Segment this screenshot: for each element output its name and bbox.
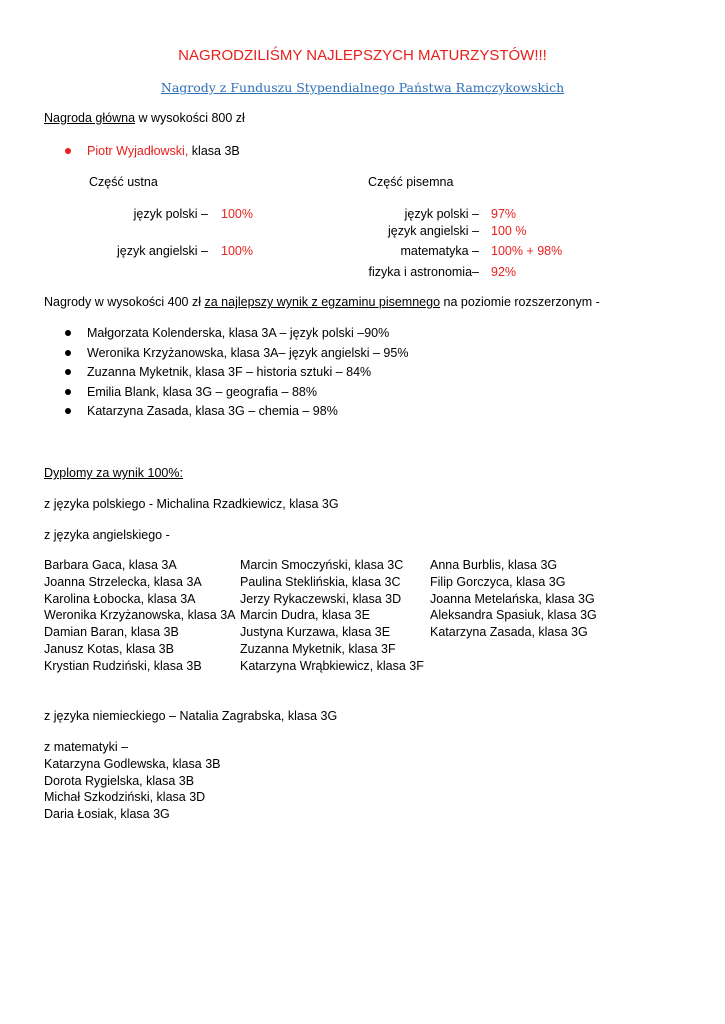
list-item: Zuzanna Myketnik, klasa 3F (240, 641, 396, 656)
prizes-400-intro (44, 294, 600, 310)
list-item: Anna Burblis, klasa 3G (430, 558, 558, 572)
list-item (65, 325, 389, 341)
list-item: Dorota Rygielska, klasa 3B (44, 773, 195, 788)
written-score: 100% + 98% (491, 244, 563, 258)
english-column-3 (430, 557, 597, 641)
bullet-icon (65, 148, 71, 154)
main-prize-label-underlined: Nagroda główna (44, 111, 136, 125)
list-item (65, 384, 317, 400)
list-item: Marcin Dudra, klasa 3E (240, 608, 370, 623)
winner-class: klasa 3B (188, 144, 240, 158)
oral-header: Część ustna (89, 175, 158, 189)
list-item: Aleksandra Spasiuk, klasa 3G (430, 608, 597, 623)
english-column-1 (44, 557, 236, 675)
list-item (65, 364, 371, 380)
diploma-math (44, 739, 220, 823)
list-item: Katarzyna Wrąbkiewicz, klasa 3F (240, 658, 424, 673)
diplomas-heading: Dyplomy za wynik 100%: (44, 466, 183, 480)
written-score: 97% (491, 207, 517, 221)
page-subtitle: Nagrody z Funduszu Stypendialnego Państwa Ramczykowskich (160, 80, 565, 95)
main-prize-winner (65, 143, 240, 159)
list-item: Weronika Krzyżanowska, klasa 3A (44, 608, 236, 623)
written-subject: matematyka – (400, 244, 479, 258)
winner-name: Piotr Wyjadłowski, (87, 144, 189, 158)
list-item-text: Zuzanna Myketnik, klasa 3F – historia sztuki – 84% (87, 365, 372, 379)
list-item: Katarzyna Godlewska, klasa 3B (44, 756, 221, 771)
list-item: Paulina Steklińskia, klasa 3C (240, 574, 401, 589)
list-item: Katarzyna Zasada, klasa 3G (430, 625, 588, 640)
written-header: Część pisemna (368, 175, 454, 189)
page-title: NAGRODZILIŚMY NAJLEPSZYCH MATURZYSTÓW!!! (178, 47, 547, 64)
bullet-icon (65, 389, 71, 395)
list-item-text: Małgorzata Kolenderska, klasa 3A – język polski –90% (87, 326, 390, 340)
main-prize-label-rest: w wysokości 800 zł (135, 111, 245, 125)
bullet-icon (65, 350, 71, 356)
main-prize-label (44, 110, 245, 126)
oral-score: 100% (221, 207, 253, 221)
written-subject: język angielski – (387, 224, 479, 238)
bullet-icon (65, 408, 71, 414)
english-column-2 (240, 557, 424, 675)
diploma-math-heading: z matematyki – (44, 740, 129, 754)
list-item: Karolina Łobocka, klasa 3A (44, 591, 196, 606)
list-item: Michał Szkodziński, klasa 3D (44, 790, 206, 805)
list-item: Marcin Smoczyński, klasa 3C (240, 558, 404, 572)
list-item: Joanna Strzelecka, klasa 3A (44, 574, 202, 589)
list-item: Janusz Kotas, klasa 3B (44, 641, 174, 656)
bullet-icon (65, 369, 71, 375)
list-item: Jerzy Rykaczewski, klasa 3D (240, 591, 402, 606)
diploma-german: z języka niemieckiego – Natalia Zagrabska, klasa 3G (44, 709, 338, 723)
written-subject: język polski – (404, 207, 479, 221)
diploma-english-heading: z języka angielskiego - (44, 528, 170, 542)
oral-score: 100% (221, 244, 253, 258)
list-item: Krystian Rudziński, klasa 3B (44, 658, 202, 673)
list-item (65, 345, 408, 361)
intro-end: na poziomie rozszerzonym - (440, 295, 600, 309)
list-item-text: Katarzyna Zasada, klasa 3G – chemia – 98% (87, 404, 338, 418)
bullet-icon (65, 330, 71, 336)
list-item: Joanna Metelańska, klasa 3G (430, 591, 595, 606)
list-item: Filip Gorczyca, klasa 3G (430, 574, 566, 589)
list-item: Barbara Gaca, klasa 3A (44, 558, 177, 572)
list-item (65, 403, 338, 419)
list-item-text: Weronika Krzyżanowska, klasa 3A– język angielski – 95% (87, 346, 409, 360)
diploma-polish: z języka polskiego - Michalina Rzadkiewicz, klasa 3G (44, 497, 339, 511)
list-item-text: Emilia Blank, klasa 3G – geografia – 88% (87, 385, 317, 399)
oral-subject: język angielski – (116, 244, 208, 258)
intro-underlined: za najlepszy wynik z egzaminu pisemnego (204, 295, 441, 309)
written-score: 92% (491, 265, 517, 279)
intro-start: Nagrody w wysokości 400 zł (44, 295, 205, 309)
list-item: Daria Łosiak, klasa 3G (44, 807, 170, 822)
written-score: 100 % (491, 224, 527, 238)
written-subject: fizyka i astronomia– (368, 265, 479, 279)
oral-subject: język polski – (133, 207, 208, 221)
list-item: Damian Baran, klasa 3B (44, 625, 179, 640)
list-item: Justyna Kurzawa, klasa 3E (240, 625, 391, 640)
